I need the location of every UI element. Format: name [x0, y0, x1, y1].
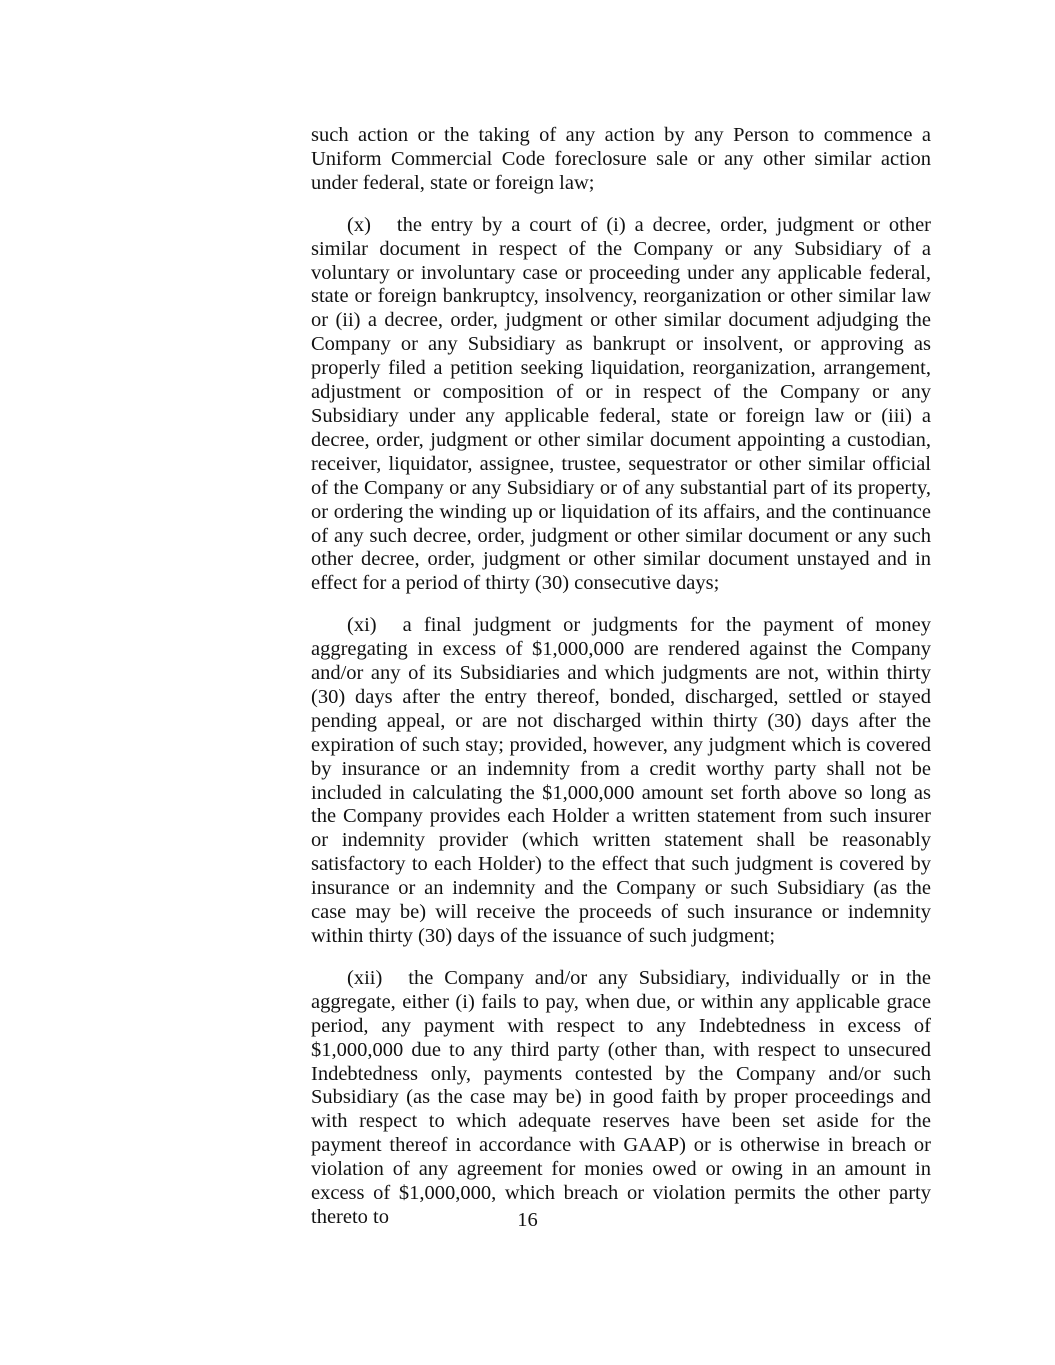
- clause-number: (xii): [347, 966, 383, 989]
- paragraph-clause-xi: [311, 614, 931, 949]
- paragraph-continuation: [311, 124, 931, 196]
- clause-number: (x): [347, 213, 371, 236]
- page-number: 16: [517, 1209, 538, 1231]
- paragraph-clause-x: [311, 214, 931, 597]
- paragraph-clause-xii: [311, 967, 931, 1230]
- paragraph-text: such action or the taking of any action by any Person to commence a Uniform Commercial Code foreclosure sale or any other similar action under federal, state or foreign law;: [311, 124, 931, 194]
- paragraph-text: the entry by a court of (i) a decree, order, judgment or other similar document in respect of the Company or any Subsidiary of a voluntary or involuntary case or proceeding under any applicable federal, state or foreign bankruptcy, insolvency, reorganization or other similar law or (ii) a decree, order, judgment or other similar document adjudging the Company or any Subsidiary as bankrupt or insolvent, or approving as properly filed a petition seeking liquidation, reorganization, arrangement, adjustment or composition of or in respect of the Company or any Subsidiary under any applicable federal, state or foreign law or (iii) a decree, order, judgment or other similar document appointing a custodian, receiver, liquidator, assignee, trustee, sequestrator or other similar official of the Company or any Subsidiary or of any substantial part of its property, or ordering the winding up or liquidation of its affairs, and the continuance of any such decree, order, judgment or other similar document or any such other decree, order, judgment or other similar document unstayed and in effect for a period of thirty (30) consecutive days;: [311, 213, 931, 595]
- clause-number: (xi): [347, 614, 377, 637]
- text-column: [311, 124, 931, 1230]
- paragraph-text: a final judgment or judgments for the payment of money aggregating in excess of $1,000,000 are rendered against the Company and/or any of its Subsidiaries and which judgments are not, within thirty (30) days after the entry thereof, bonded, discharged, settled or stayed pending appeal, or are not discharged within thirty (30) days after the expiration of such stay; provided, however, any judgment which is covered by insurance or an indemnity from a credit worthy party shall not be included in calculating the $1,000,000 amount set forth above so long as the Company provides each Holder a written statement from such insurer or indemnity provider (which written statement shall be reasonably satisfactory to each Holder) to the effect that such judgment is covered by insurance or an indemnity and the Company or such Subsidiary (as the case may be) will receive the proceeds of such insurance or indemnity within thirty (30) days of the issuance of such judgment;: [311, 614, 931, 947]
- paragraph-text: the Company and/or any Subsidiary, individually or in the aggregate, either (i) fails to pay, when due, or within any applicable grace period, any payment with respect to any Indebtedness in excess of $1,000,000 due to any third party (other than, with respect to unsecured Indebtedness only, payments contested by the Company and/or such Subsidiary (as the case may be) in good faith by proper proceedings and with respect to which adequate reserves have been set aside for the payment thereof in accordance with GAAP) or is otherwise in breach or violation of any agreement for monies owed or owing in an amount in excess of $1,000,000, which breach or violation permits the other party thereto to: [311, 966, 931, 1228]
